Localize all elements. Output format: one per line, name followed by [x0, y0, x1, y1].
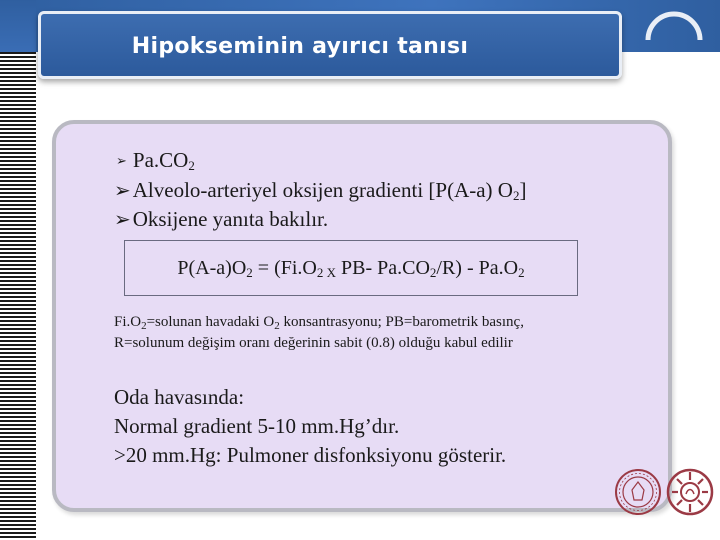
notes-text: =solunan havadaki O	[146, 314, 275, 330]
notes-text: Fi.O	[114, 314, 142, 330]
bullet-item	[116, 205, 656, 234]
formula-subscript: 2	[429, 265, 437, 280]
left-striped-bar	[0, 0, 36, 540]
bullet-text: Pa.CO	[132, 148, 189, 172]
arrow-bullet-icon: ➢	[114, 178, 131, 202]
faculty-emblem-icon	[664, 460, 716, 524]
room-air-section	[114, 383, 654, 470]
formula-part: /R) - Pa.O	[436, 257, 519, 279]
bullet-list	[116, 146, 656, 234]
arrow-bullet-icon: ➢	[114, 207, 131, 231]
corner-arc-icon	[642, 6, 706, 70]
left-bar-top	[0, 0, 36, 52]
bullet-item	[116, 176, 656, 205]
room-air-heading: Oda havasında:	[114, 385, 245, 409]
notes-subscript: 2	[274, 320, 280, 332]
formula-notes	[114, 312, 644, 354]
formula-part: PB- Pa.CO	[336, 257, 430, 279]
formula-subscript: 2	[246, 265, 253, 280]
room-air-abnormal: >20 mm.Hg: Pulmoner disfonksiyonu gösterir.	[114, 443, 507, 467]
notes-subscript: 2	[141, 320, 147, 332]
bullet-subscript: 2	[188, 158, 195, 173]
bullet-text: Oksijene yanıta bakılır.	[132, 207, 329, 231]
bullet-tail: ]	[519, 178, 527, 202]
university-seal-icon	[612, 460, 664, 524]
bullet-text: Alveolo-arteriyel oksijen gradienti [P(A-a) O	[132, 178, 513, 202]
arrow-bullet-icon: ➢	[116, 154, 127, 169]
room-air-normal: Normal gradient 5-10 mm.Hg’dır.	[114, 414, 400, 438]
bullet-item	[116, 146, 656, 176]
formula-part: = (Fi.O	[252, 257, 317, 279]
formula-subscript: 2 X	[316, 265, 336, 280]
notes-text: konsantrasyonu; PB=barometrik basınç,	[279, 314, 524, 330]
formula-part: P(A-a)O	[177, 257, 247, 279]
slide-title: Hipokseminin ayırıcı tanısı	[131, 34, 469, 59]
notes-line	[114, 312, 644, 333]
formula-box	[124, 240, 578, 296]
title-box	[38, 11, 622, 79]
notes-line: R=solunum değişim oranı değerinin sabit (0.8) olduğu kabul edilir	[114, 335, 513, 351]
formula-subscript: 2	[518, 265, 525, 280]
bullet-subscript: 2	[512, 188, 520, 203]
